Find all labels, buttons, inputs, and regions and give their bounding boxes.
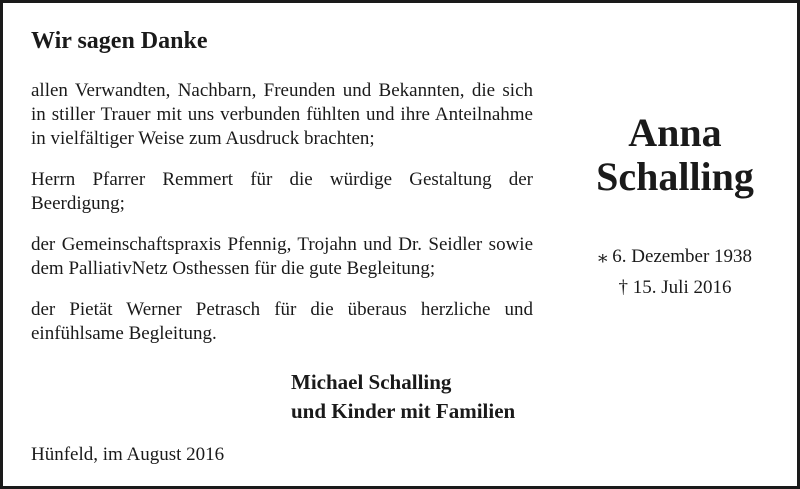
thanks-paragraph: der Gemeinschaftspraxis Pfennig, Trojahn und Dr. Seidler sowie dem PalliativNetz Osthessen für die gute Begleitung; bbox=[31, 234, 533, 279]
life-dates bbox=[565, 241, 785, 303]
notice-heading: Wir sagen Danke bbox=[31, 28, 208, 54]
deceased-name bbox=[565, 111, 785, 199]
thanks-paragraph: allen Verwandten, Nachbarn, Freunden und Bekannten, die sich in stiller Trauer mit uns verbunden fühlten und ihre Anteilnahme in vielfältiger Weise zum Ausdruck brachten; bbox=[31, 80, 533, 149]
death-date: † 15. Juli 2016 bbox=[618, 277, 732, 298]
family-signature bbox=[291, 368, 515, 426]
thanks-paragraph: der Pietät Werner Petrasch für die überaus herzliche und einfühlsame Begleitung. bbox=[31, 299, 533, 344]
thanks-text bbox=[31, 79, 533, 363]
signature-line: und Kinder mit Familien bbox=[291, 399, 516, 423]
thanks-paragraph: Herrn Pfarrer Remmert für die würdige Gestaltung der Beerdigung; bbox=[31, 169, 533, 214]
birth-date: ⁎ 6. Dezember 1938 bbox=[597, 246, 753, 267]
signature-line: Michael Schalling bbox=[291, 370, 452, 394]
deceased-last-name: Schalling bbox=[596, 154, 754, 199]
place-date: Hünfeld, im August 2016 bbox=[31, 444, 225, 465]
deceased-first-name: Anna bbox=[628, 110, 722, 155]
